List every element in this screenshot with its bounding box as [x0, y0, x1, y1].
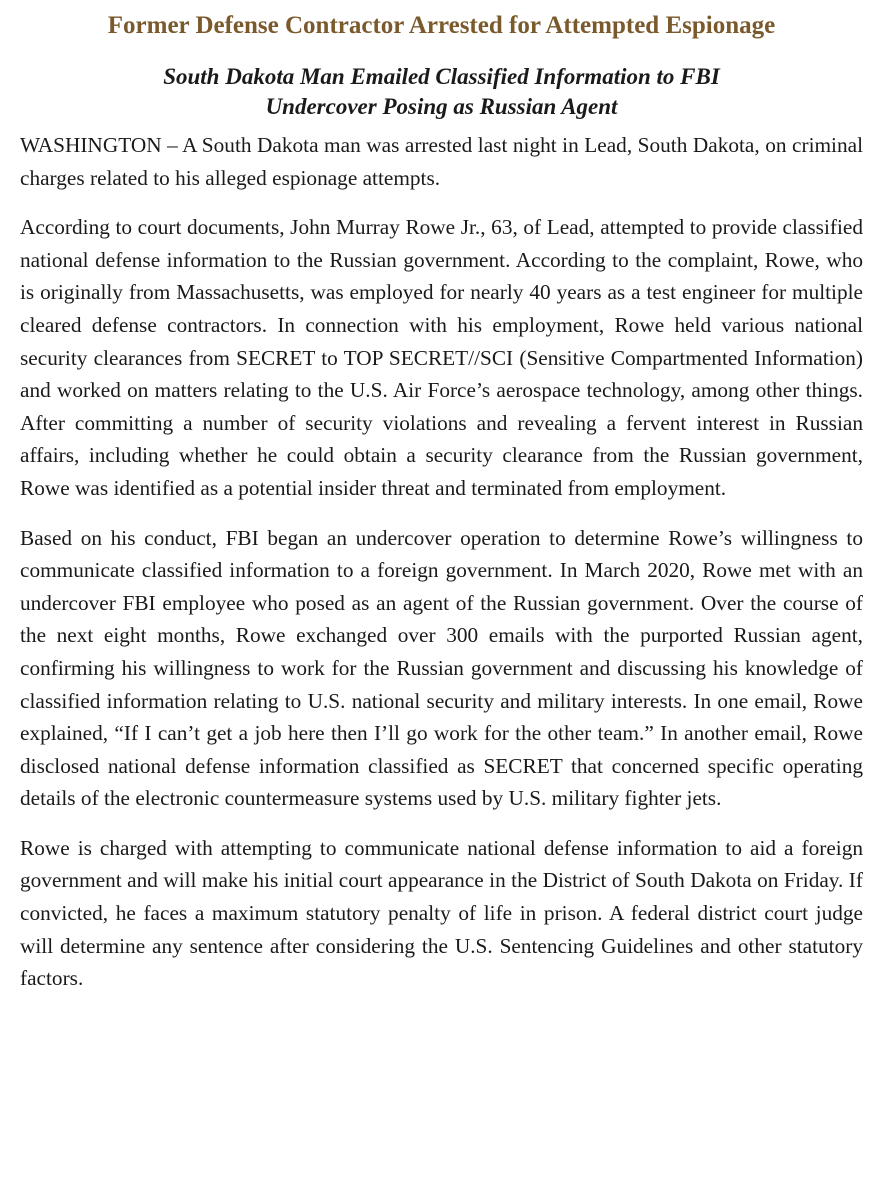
subheadline-line-1: South Dakota Man Emailed Classified Information to FBI — [163, 64, 720, 89]
subheadline — [20, 62, 863, 122]
paragraph-charges: Rowe is charged with attempting to communicate national defense information to aid a foreign government and will make his initial court appearance in the District of South Dakota on Friday. If convicted, he faces a maximum statutory penalty of life in prison. A federal district court judge will determine any sentence after considering the U.S. Sentencing Guidelines and other statutory factors. — [20, 835, 863, 991]
subheadline-line-2: Undercover Posing as Russian Agent — [265, 94, 618, 119]
article-body — [20, 129, 863, 995]
paragraph-undercover-operation: Based on his conduct, FBI began an undercover operation to determine Rowe’s willingness to communicate classified information to a foreign government. In March 2020, Rowe met with an undercover FBI employee who posed as an agent of the Russian government. Over the course of the next eight months, Rowe exchanged over 300 emails with the purported Russian agent, confirming his willingness to work for the Russian government and discussing his knowledge of classified information relating to U.S. national security and military interests. In one email, Rowe explained, “If I can’t get a job here then I’ll go work for the other team.” In another email, Rowe disclosed national defense information classified as SECRET that concerned specific operating details of the electronic countermeasure systems used by U.S. military fighter jets. — [20, 525, 863, 811]
paragraph-dateline: WASHINGTON – A South Dakota man was arrested last night in Lead, South Dakota, on criminal charges related to his alleged espionage attempts. — [20, 133, 863, 190]
paragraph-background: According to court documents, John Murray Rowe Jr., 63, of Lead, attempted to provide classified national defense information to the Russian government. According to the complaint, Rowe, who is originally from Massachusetts, was employed for nearly 40 years as a test engineer for multiple cleared defense contractors. In connection with his employment, Rowe held various national security clearances from SECRET to TOP SECRET//SCI (Sensitive Compartmented Information) and worked on matters relating to the U.S. Air Force’s aerospace technology, among other things. After committing a number of security violations and revealing a fervent interest in Russian affairs, including whether he could obtain a security clearance from the Russian government, Rowe was identified as a potential insider threat and terminated from employment. — [20, 215, 863, 500]
headline: Former Defense Contractor Arrested for Attempted Espionage — [107, 12, 776, 39]
